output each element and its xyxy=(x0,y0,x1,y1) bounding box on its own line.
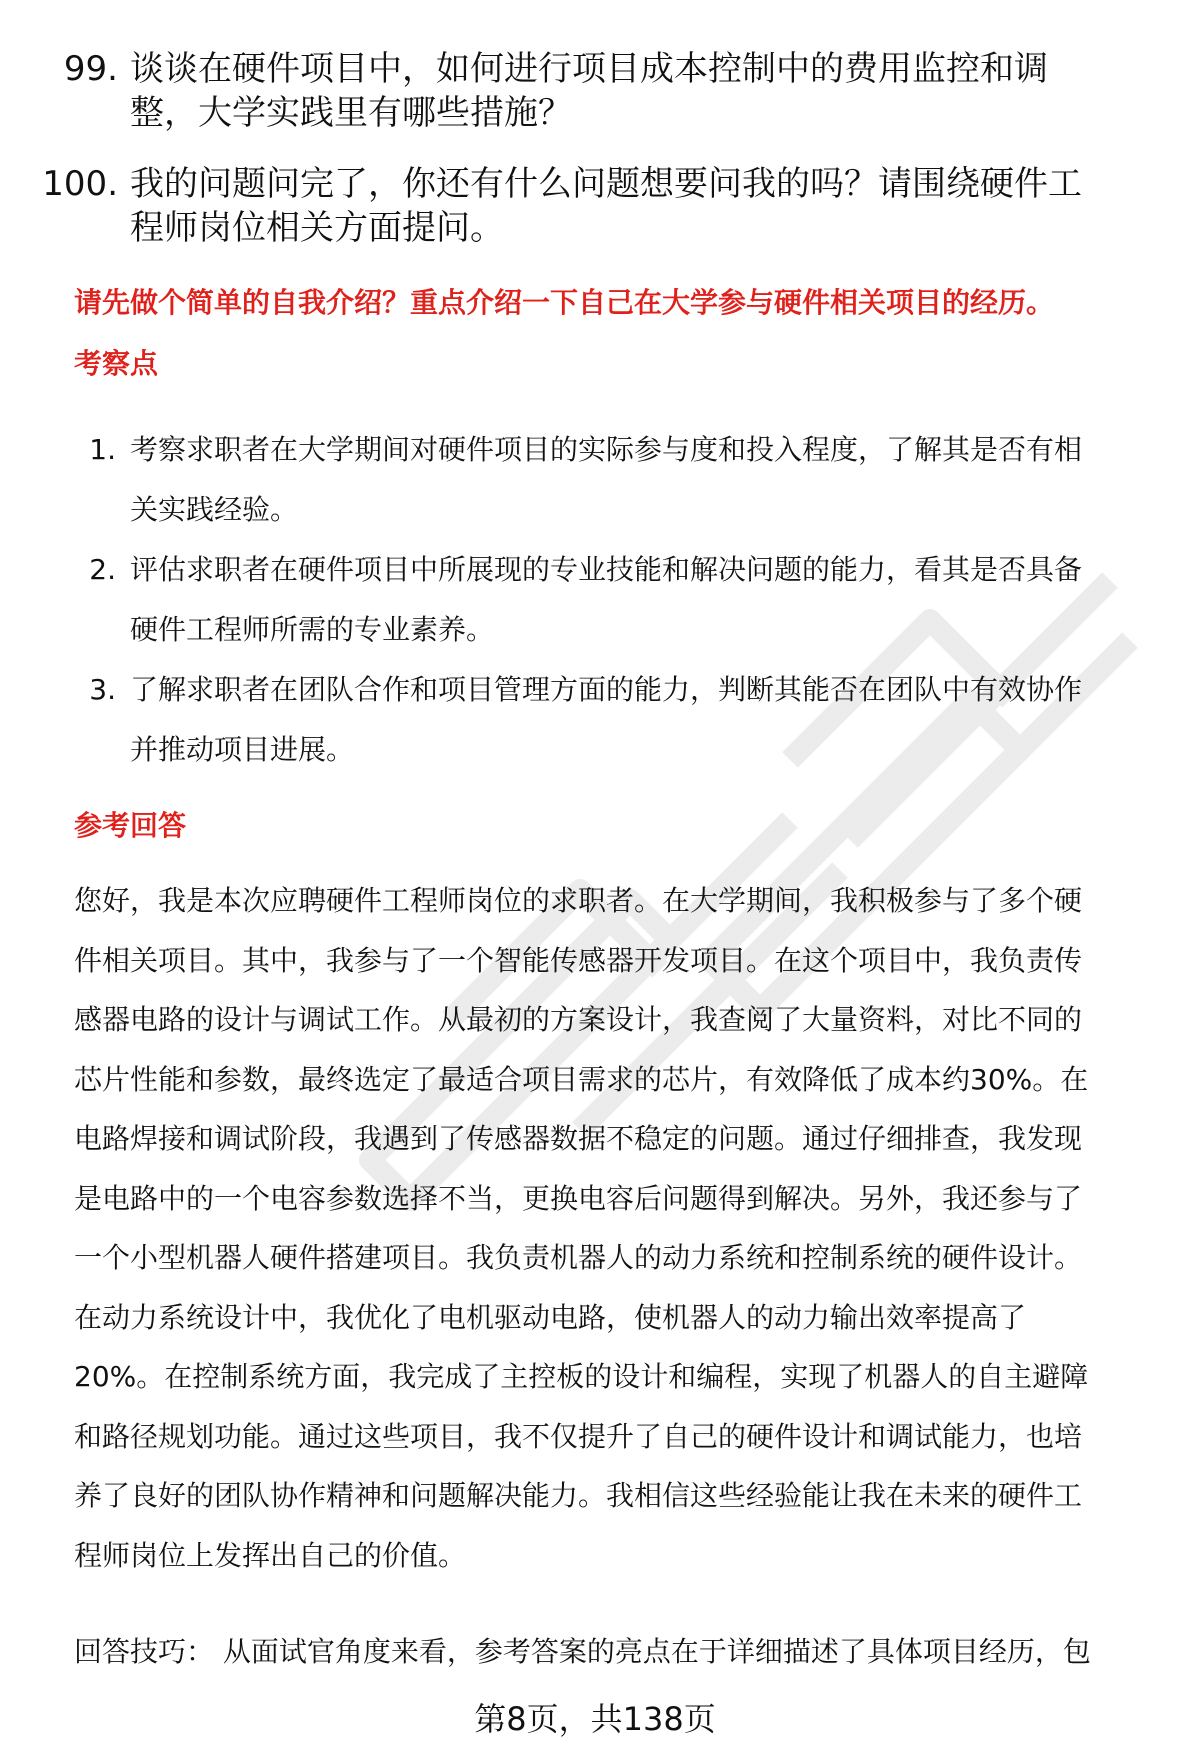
page-number-footer: 第8页，共138页 xyxy=(474,1700,716,1738)
paragraph-line: 是电路中的一个电容参数选择不当，更换电容后问题得到解决。另外，我还参与了 xyxy=(74,1181,1083,1215)
question-text xyxy=(130,162,1150,250)
list-item xyxy=(0,420,1190,540)
list-item-line: 了解求职者在团队合作和项目管理方面的能力，判断其能否在团队中有效协作 xyxy=(130,673,1083,706)
question-line: 程师岗位相关方面提问。 xyxy=(130,208,504,248)
list-item-line: 考察求职者在大学期间对硬件项目的实际参与度和投入程度，了解其是否有相 xyxy=(130,433,1083,466)
paragraph-line: 一个小型机器人硬件搭建项目。我负责机器人的动力系统和控制系统的硬件设计。 xyxy=(74,1241,1083,1274)
kaochadian-heading: 考察点 xyxy=(74,347,159,380)
paragraph-line: 感器电路的设计与调试工作。从最初的方案设计，我查阅了大量资料，对比不同的 xyxy=(74,1003,1083,1036)
paragraph-line: 和路径规划功能。通过这些项目，我不仅提升了自己的硬件设计和调试能力，也培 xyxy=(74,1419,1083,1453)
paragraph-line: 在动力系统设计中，我优化了电机驱动电路，使机器人的动力输出效率提高了 xyxy=(74,1300,1027,1334)
list-item-number: 3. xyxy=(89,673,116,706)
paragraph-line: 程师岗位上发挥出自己的价值。 xyxy=(74,1538,467,1572)
paragraph-line: 电路焊接和调试阶段，我遇到了传感器数据不稳定的问题。通过仔细排查，我发现 xyxy=(74,1122,1083,1155)
paragraph-line: 件相关项目。其中，我参与了一个智能传感器开发项目。在这个项目中，我负责传 xyxy=(74,943,1083,977)
list-item-text xyxy=(130,540,1160,660)
paragraph-line: 芯片性能和参数，最终选定了最适合项目需求的芯片，有效降低了成本约30%。在 xyxy=(74,1062,1089,1096)
list-item-line: 评估求职者在硬件项目中所展现的专业技能和解决问题的能力，看其是否具备 xyxy=(130,553,1083,586)
question-line: 谈谈在硬件项目中，如何进行项目成本控制中的费用监控和调 xyxy=(130,49,1048,89)
list-item-number: 1. xyxy=(89,433,116,466)
list-item xyxy=(0,660,1190,780)
list-item-number: 2. xyxy=(89,553,116,586)
reference-answer-heading: 参考回答 xyxy=(74,809,187,842)
paragraph-line: 养了良好的团队协作精神和问题解决能力。我相信这些经验能让我在未来的硬件工 xyxy=(74,1479,1083,1512)
reference-answer-paragraph xyxy=(74,871,1164,1585)
question-line: 我的问题问完了，你还有什么问题想要问我的吗？请围绕硬件工 xyxy=(130,164,1082,204)
paragraph-line: 您好，我是本次应聘硬件工程师岗位的求职者。在大学期间，我积极参与了多个硬 xyxy=(74,884,1083,917)
question-number: 100. xyxy=(42,164,118,204)
list-item xyxy=(0,540,1190,660)
list-item-line: 并推动项目进展。 xyxy=(130,733,355,766)
list-item-text xyxy=(130,420,1160,540)
question-number: 99. xyxy=(63,49,118,89)
list-item-line: 关实践经验。 xyxy=(130,493,299,526)
section-question-title: 请先做个简单的自我介绍？重点介绍一下自己在大学参与硬件相关项目的经历。 xyxy=(74,286,1055,319)
paragraph-line: 20%。在控制系统方面，我完成了主控板的设计和编程，实现了机器人的自主避障 xyxy=(74,1360,1089,1393)
question-line: 整，大学实践里有哪些措施？ xyxy=(130,93,572,133)
list-item-text xyxy=(130,660,1160,780)
list-item-line: 硬件工程师所需的专业素养。 xyxy=(130,613,495,646)
assessment-points-list xyxy=(0,420,1190,780)
question-text xyxy=(130,47,1150,135)
answer-tip-line: 回答技巧： 从面试官角度来看，参考答案的亮点在于详细描述了具体项目经历，包 xyxy=(74,1635,1091,1668)
